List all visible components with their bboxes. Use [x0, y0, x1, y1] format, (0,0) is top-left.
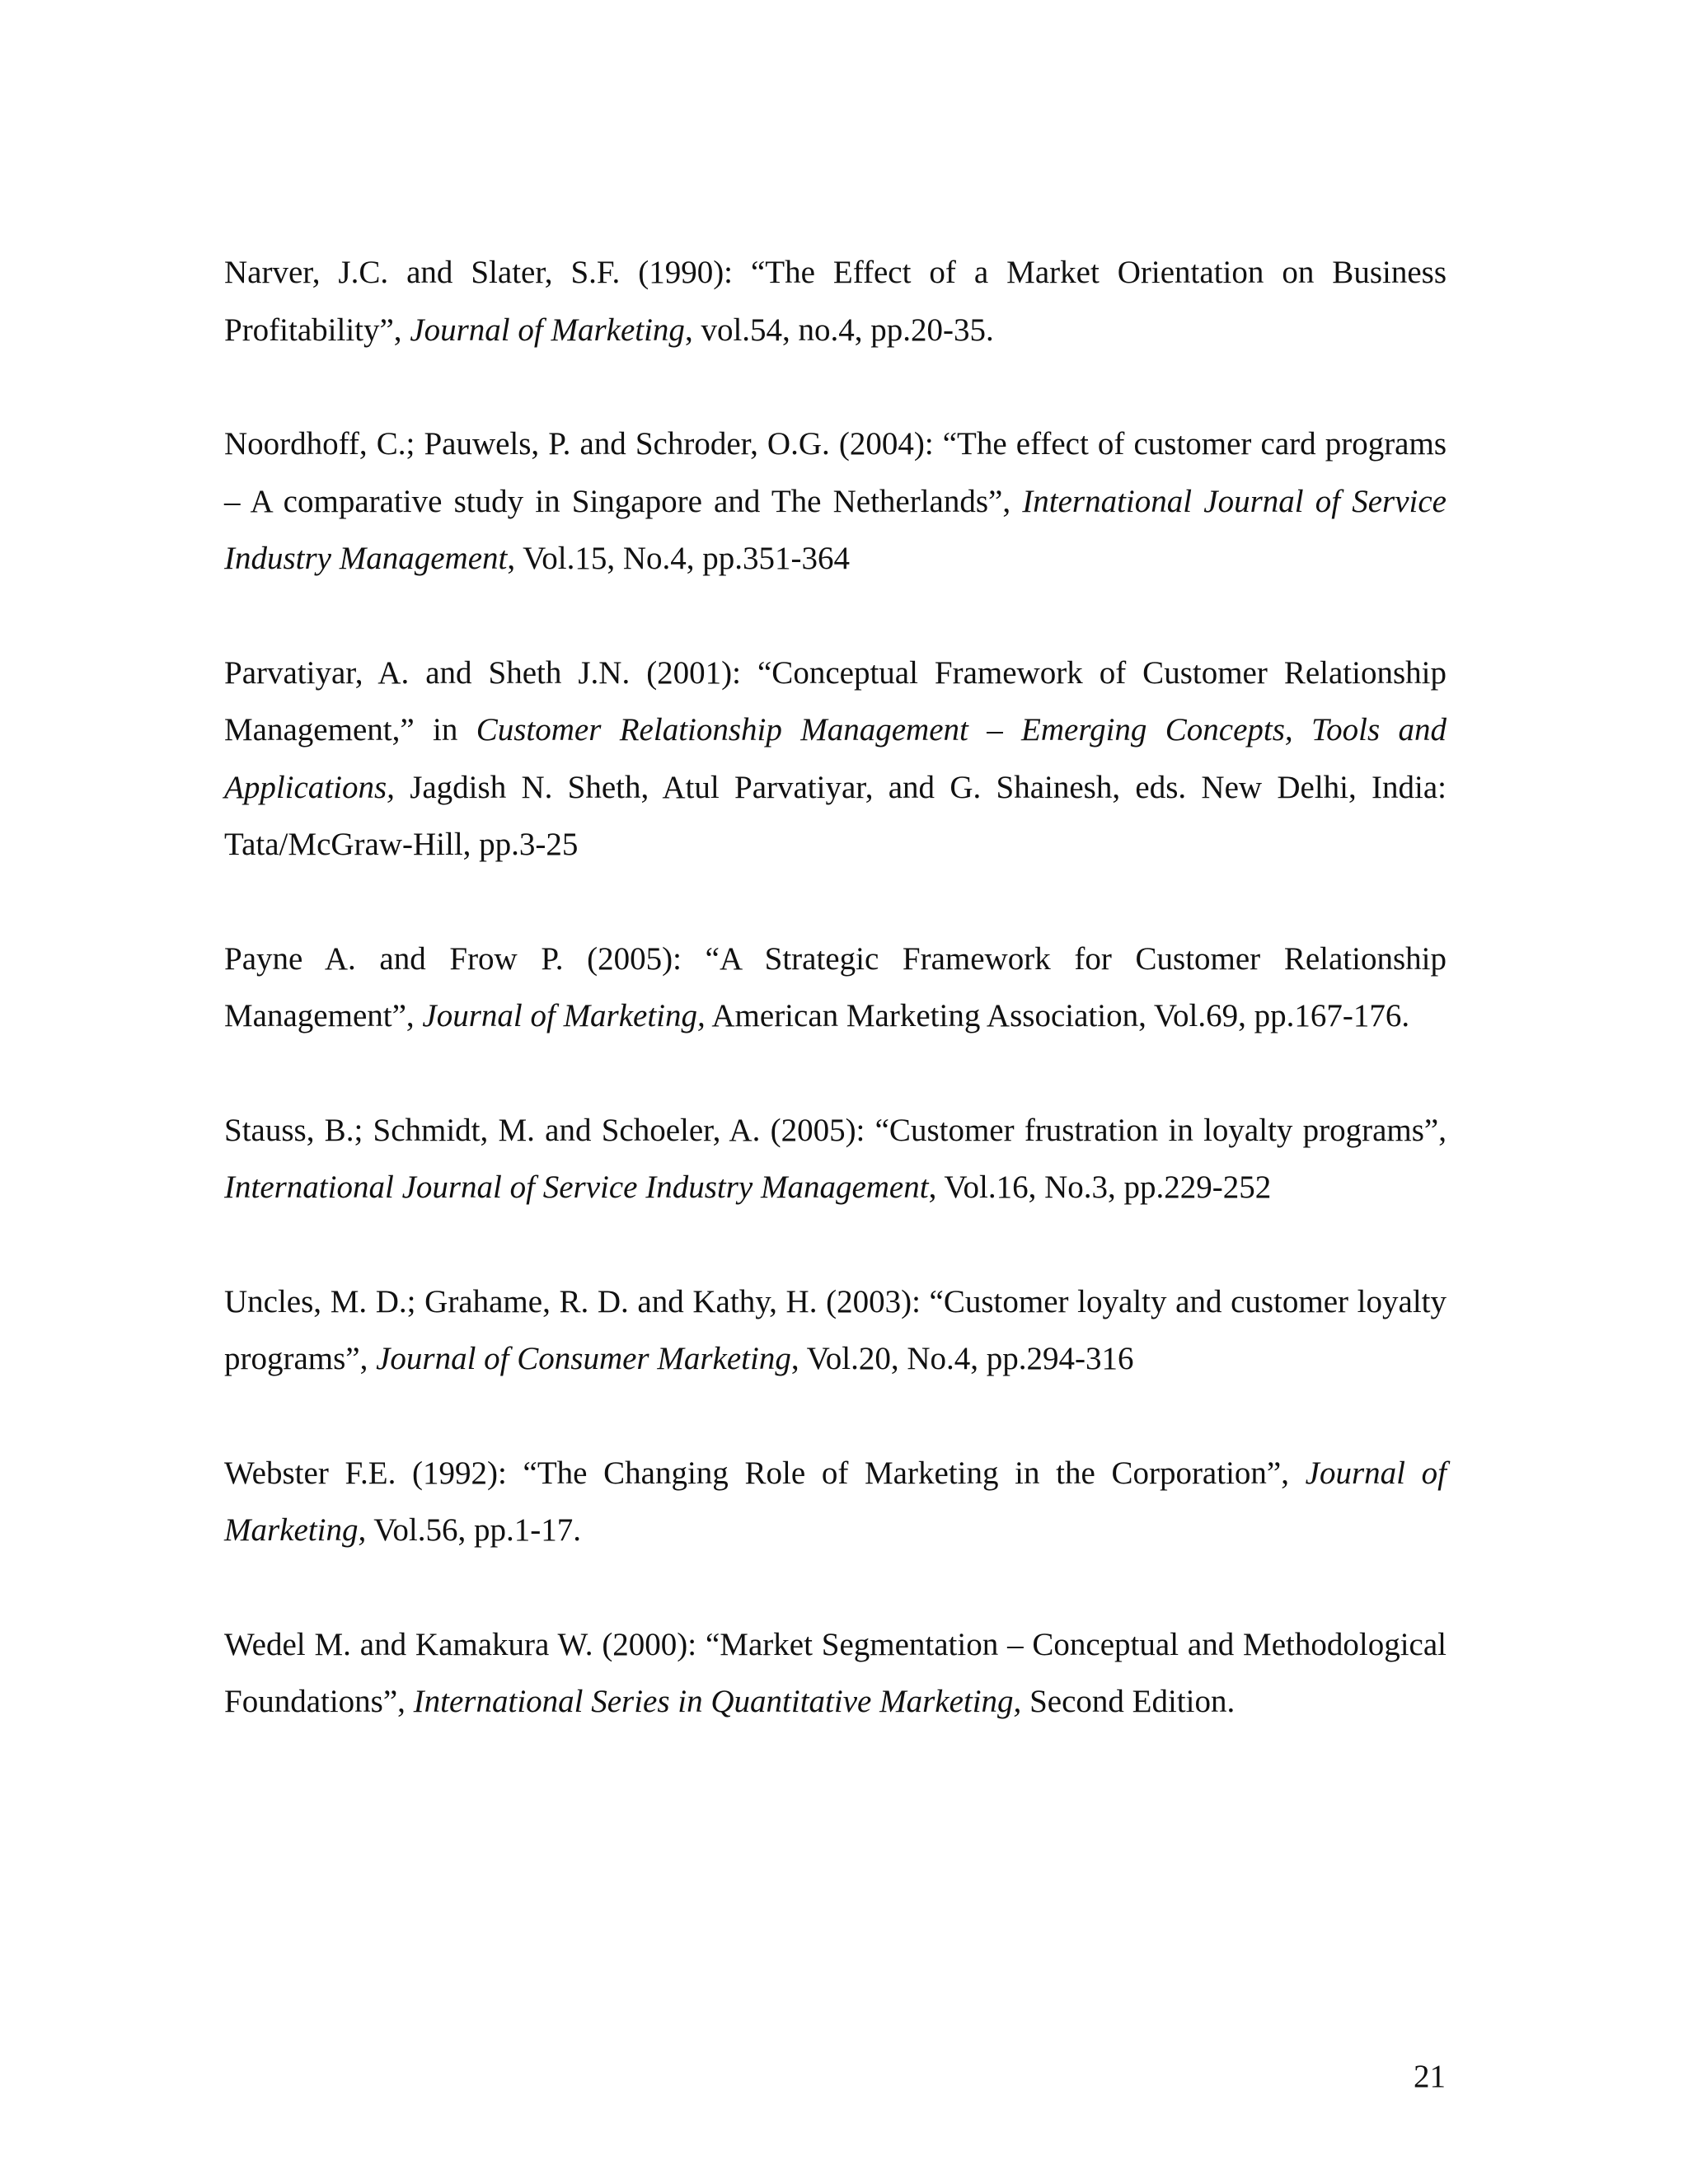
- page-number: 21: [1414, 2059, 1446, 2094]
- reference-title-italic: Journal of Marketing,: [422, 998, 706, 1033]
- reference-text: Payne A. and Frow P. (2005): “A Strategic Framework for Customer Relationship Management”,: [224, 940, 1447, 1033]
- reference-text: , Vol.20, No.4, pp.294-316: [790, 1341, 1134, 1376]
- reference-entry: [224, 1273, 1447, 1388]
- reference-text: , Vol.15, No.4, pp.351-364: [507, 541, 851, 576]
- reference-title-italic: International Journal of Service Industry Management: [224, 483, 1447, 576]
- reference-entry: [224, 930, 1447, 1045]
- reference-text: Wedel M. and Kamakura W. (2000): “Market Segmentation – Conceptual and Methodological Foundations”,: [224, 1626, 1447, 1719]
- reference-title-italic: Journal of Marketing,: [224, 1455, 1447, 1548]
- reference-list: [224, 244, 1447, 1788]
- reference-text: Vol.56, pp.1-17.: [366, 1512, 581, 1548]
- reference-text: , Vol.16, No.3, pp.229-252: [928, 1169, 1272, 1205]
- reference-text: Narver, J.C. and Slater, S.F. (1990): “The Effect of a Market Orientation on Business Profitability”,: [224, 255, 1447, 348]
- reference-text: Second Edition.: [1021, 1684, 1236, 1719]
- reference-title-italic: Journal of Consumer Marketing: [376, 1341, 791, 1376]
- reference-text: American Marketing Association, Vol.69, pp.167-176.: [705, 998, 1410, 1033]
- reference-entry: [224, 644, 1447, 874]
- reference-text: Stauss, B.; Schmidt, M. and Schoeler, A. (2005): “Customer frustration in loyalty programs”,: [224, 1112, 1447, 1148]
- reference-text: Webster F.E. (1992): “The Changing Role of Marketing in the Corporation”,: [224, 1455, 1306, 1491]
- reference-entry: [224, 415, 1447, 588]
- reference-entry: [224, 244, 1447, 359]
- reference-text: , vol.54, no.4, pp.20-35.: [684, 312, 994, 348]
- reference-title-italic: Journal of Marketing: [410, 312, 685, 348]
- reference-text: Jagdish N. Sheth, Atul Parvatiyar, and G. Shainesh, eds. New Delhi, India: Tata/McGraw-Hill, pp.3-25: [224, 769, 1447, 862]
- reference-entry: [224, 1445, 1447, 1559]
- reference-text: Parvatiyar, A. and Sheth J.N. (2001): “Conceptual Framework of Customer Relationship Management,” in: [224, 654, 1447, 748]
- reference-text: Uncles, M. D.; Grahame, R. D. and Kathy, H. (2003): “Customer loyalty and customer loyalty programs”,: [224, 1283, 1447, 1376]
- reference-title-italic: Customer Relationship Management – Emerging Concepts, Tools and Applications,: [224, 712, 1447, 805]
- reference-title-italic: International Journal of Service Industry Management: [224, 1169, 929, 1205]
- reference-entry: [224, 1102, 1447, 1216]
- reference-title-italic: International Series in Quantitative Marketing,: [413, 1684, 1022, 1719]
- reference-entry: [224, 1616, 1447, 1731]
- reference-text: Noordhoff, C.; Pauwels, P. and Schroder, O.G. (2004): “The effect of customer card programs – A comparative study in Singapore and The Netherlands”,: [224, 426, 1447, 519]
